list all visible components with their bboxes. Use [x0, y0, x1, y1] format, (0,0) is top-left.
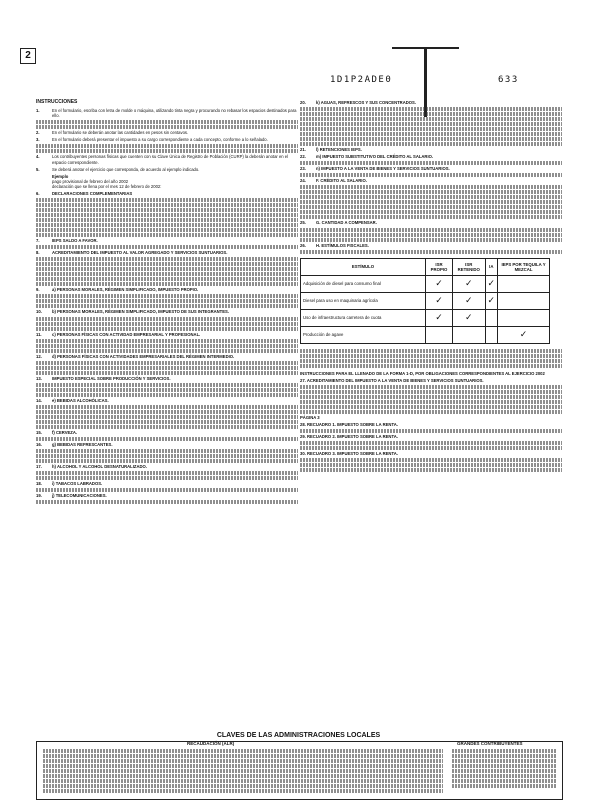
section-heading: 27. ACREDITAMIENTO DEL IMPUESTO A LA VENTA DE BIENES Y SERVICIOS SUNTUARIOS. — [300, 377, 484, 383]
instruction-item — [36, 464, 298, 469]
check-mark: ✓ — [453, 275, 486, 292]
item-number: 19. — [36, 493, 42, 499]
item-number: 20. — [300, 100, 306, 105]
example-label: Ejemplo — [52, 173, 69, 179]
instruction-item — [36, 493, 298, 498]
check-mark: ✓ — [498, 326, 550, 343]
table-cell — [498, 275, 550, 292]
item-number: 18. — [36, 481, 42, 487]
check-mark: ✓ — [485, 275, 498, 292]
instructions-right-column — [300, 100, 562, 473]
item-text: i) TABACOS LABRADOS. — [52, 481, 103, 487]
item-number: 10. — [36, 309, 42, 315]
instruction-item — [300, 178, 562, 183]
check-mark: ✓ — [426, 292, 453, 309]
table-cell: Producción de agave — [301, 326, 426, 343]
table-header: ESTÍMULO — [301, 258, 426, 275]
item-text: n) IMPUESTO A LA VENTA DE BIENES Y SERVICIOS SUNTUARIOS. — [316, 166, 450, 172]
section-heading: 28. RECUADRO 1. IMPUESTO SOBRE LA RENTA. — [300, 421, 398, 427]
instruction-item — [36, 137, 298, 142]
instructions-left-column — [36, 100, 298, 505]
item-text: F. CRÉDITO AL SALARIO. — [316, 178, 367, 184]
instruction-item — [36, 108, 298, 118]
item-text: b) PERSONAS MORALES, RÉGIMEN SIMPLIFICADO, IMPUESTO DE SUS INTEGRANTES. — [52, 309, 229, 315]
item-text: l) RETENCIONES IEPS. — [316, 147, 362, 153]
item-text: g) BEBIDAS REFRESCANTES. — [52, 441, 113, 447]
item-text: En el formulario, escriba con letra de molde o máquina, utilizando tinta negra y procurando no rebasar los espacios destinados para ello. — [52, 108, 297, 119]
table-cell: Adquisición de diesel para consumo final — [301, 275, 426, 292]
item-number: 3. — [36, 137, 40, 143]
item-text: h) ALCOHOL Y ALCOHOL DESNATURALIZADO. — [52, 464, 147, 470]
instruction-item — [300, 100, 562, 105]
table-row — [301, 309, 550, 326]
item-number: 21. — [300, 147, 306, 153]
item-text: k) AGUAS, REFRESCOS Y SUS CONCENTRADOS. — [316, 100, 416, 105]
item-number: 24. — [300, 178, 306, 184]
check-mark: ✓ — [426, 275, 453, 292]
section-heading: PÁGINA 3 — [300, 414, 320, 420]
item-number: 5. — [36, 166, 40, 172]
item-number: 4. — [36, 154, 40, 160]
item-text: Los contribuyentes personas físicas que cuenten con su Clave Única de Registro de Población (CURP) la deberán anotar en el espacio correspondiente. — [52, 154, 289, 165]
instruction-item — [300, 147, 562, 152]
item-number: 17. — [36, 464, 42, 470]
footer-title: CLAVES DE LAS ADMINISTRACIONES LOCALES — [216, 732, 381, 739]
item-number: 15. — [36, 429, 42, 435]
item-number: 12. — [36, 353, 42, 359]
item-text: d) PERSONAS FÍSICAS CON ACTIVIDADES EMPRESARIALES DEL RÉGIMEN INTERMEDIO. — [52, 353, 235, 359]
instruction-item — [36, 354, 298, 359]
form-code-right: 633 — [498, 75, 519, 85]
table-cell — [453, 326, 486, 343]
instruction-item — [36, 191, 298, 196]
instruction-item — [36, 287, 298, 292]
example-line: pago provisional de febrero del año 2002 — [52, 178, 129, 184]
instruction-item — [36, 238, 298, 243]
instruction-item — [36, 398, 298, 403]
table-cell — [485, 326, 498, 343]
section-heading: 30. RECUADRO 3. IMPUESTO SOBRE LA RENTA. — [300, 451, 398, 457]
item-number: 23. — [300, 166, 306, 172]
item-text: Se deberá anotar el ejercicio que corresponda, de acuerdo al ejemplo indicado. — [52, 166, 200, 172]
item-text: IMPUESTO ESPECIAL SOBRE PRODUCCIÓN Y SERVICIOS. — [52, 375, 171, 381]
table-cell: Uso de infraestructura carretera de cuota — [301, 309, 426, 326]
table-row — [301, 326, 550, 343]
item-text: IEPS SALDO A FAVOR. — [52, 238, 98, 244]
instruction-item — [36, 250, 298, 255]
instruction-item — [36, 376, 298, 381]
instruction-item — [36, 442, 298, 447]
table-cell: Diesel para uso en maquinaria agrícola — [301, 292, 426, 309]
stimulus-table — [300, 258, 550, 344]
instruction-item — [300, 166, 562, 171]
table-row — [301, 275, 550, 292]
item-number: 25. — [300, 220, 306, 226]
item-number: 11. — [36, 331, 42, 337]
table-header: ISR PROPIO — [426, 258, 453, 275]
instruction-item — [36, 154, 298, 164]
table-header: IA — [485, 258, 498, 275]
instruction-item — [36, 167, 298, 172]
item-number: 14. — [36, 397, 42, 403]
item-text: En el formulario se deberán anotar las cantidades en pesos sin centavos. — [52, 130, 189, 136]
table-header: ISR RETENIDO — [453, 258, 486, 275]
check-mark: ✓ — [485, 292, 498, 309]
item-text: En el formulario deberá presentar el impuesto a su cargo correspondiente a cada concepto, conforme a lo señalado. — [52, 137, 268, 143]
table-cell — [498, 292, 550, 309]
item-text: f) CERVEZA. — [52, 429, 78, 435]
item-text: a) PERSONAS MORALES, RÉGIMEN SIMPLIFICADO, IMPUESTO PROPIO. — [52, 287, 199, 293]
table-cell — [498, 309, 550, 326]
item-text: e) BEBIDAS ALCOHÓLICAS. — [52, 397, 109, 403]
instruction-item — [300, 154, 562, 159]
office-codes-box — [36, 741, 563, 800]
instruction-item — [300, 243, 562, 248]
example-box — [36, 174, 298, 189]
item-number: 6. — [36, 191, 40, 197]
item-number: 2. — [36, 130, 40, 136]
example-line: declaración que se llena por el mes 12 de febrero de 2002: — [52, 183, 162, 189]
table-header: IEPS POR TEQUILA Y MEZCAL — [498, 258, 550, 275]
item-number: 26. — [300, 242, 306, 248]
check-mark: ✓ — [453, 309, 486, 326]
item-number: 7. — [36, 238, 40, 244]
table-cell — [485, 309, 498, 326]
instruction-item — [36, 481, 298, 486]
instruction-item — [36, 130, 298, 135]
item-text: H. ESTÍMULOS FISCALES. — [316, 242, 369, 248]
item-text: c) PERSONAS FÍSICAS CON ACTIVIDAD EMPRESARIAL Y PROFESIONAL. — [52, 331, 201, 337]
section-heading: INSTRUCCIONES PARA EL LLENADO DE LA FORMA 1-D, POR OBLIGACIONES CORRESPONDIENTES AL EJERCICIO 2002 — [300, 370, 545, 376]
instruction-item — [36, 309, 298, 314]
check-mark: ✓ — [453, 292, 486, 309]
page-number: 2 — [20, 48, 36, 64]
item-number: 8. — [36, 250, 40, 256]
office-codes-list — [43, 748, 443, 794]
check-mark: ✓ — [426, 309, 453, 326]
item-number: 1. — [36, 108, 40, 114]
table-row — [301, 292, 550, 309]
large-taxpayer-codes-list — [452, 748, 556, 789]
footer-subtitle: GRANDES CONTRIBUYENTES — [457, 741, 523, 746]
instruction-item — [36, 430, 298, 435]
item-text: DECLARACIONES COMPLEMENTARIAS — [52, 191, 133, 197]
item-text: m) IMPUESTO SUBSTITUTIVO DEL CRÉDITO AL SALARIO. — [316, 154, 434, 160]
item-text: ACREDITAMIENTO DEL IMPUESTO AL VALOR AGREGADO Y SERVICIOS SUNTUARIOS. — [52, 250, 228, 256]
item-number: 9. — [36, 287, 40, 293]
item-text: j) TELECOMUNICACIONES. — [52, 493, 107, 499]
table-cell — [426, 326, 453, 343]
item-text: G. CANTIDAD A COMPENSAR. — [316, 220, 377, 226]
item-number: 13. — [36, 375, 42, 381]
instructions-title: INSTRUCCIONES — [36, 99, 78, 105]
footer-subtitle: RECAUDACIÓN (ALR) — [187, 741, 235, 746]
instruction-item — [36, 332, 298, 337]
item-number: 16. — [36, 441, 42, 447]
form-code-left: 1D1P2ADE0 — [330, 75, 393, 85]
instruction-item — [300, 220, 562, 225]
item-number: 22. — [300, 154, 306, 160]
section-heading: 29. RECUADRO 2. IMPUESTO SOBRE LA RENTA. — [300, 434, 398, 440]
